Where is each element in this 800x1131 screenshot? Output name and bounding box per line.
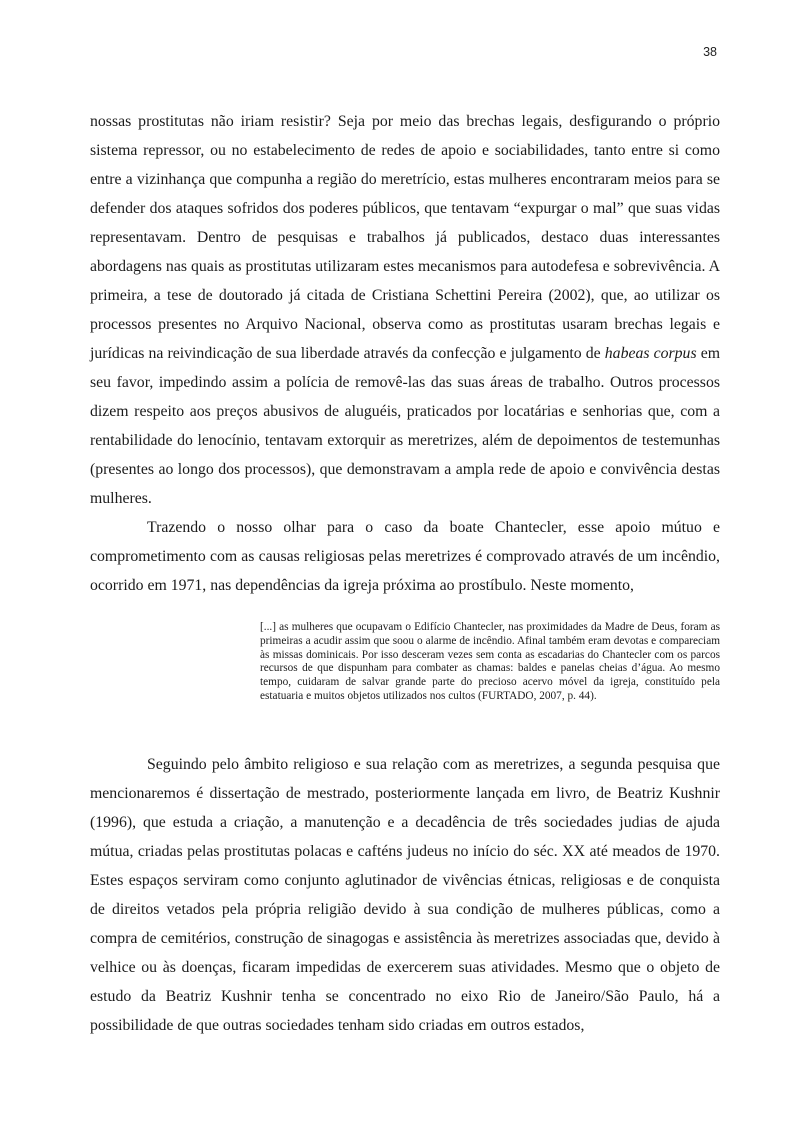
block-quotation: [...] as mulheres que ocupavam o Edifício Chantecler, nas proximidades da Madre de Deus, foram as primeiras a acudir assim que soou o alarme de incêndio. Afinal também eram devotas e compareciam às missas dominicais. Por isso desceram vezes sem conta as escadarias do Chantecler com os parcos recursos de que dispunham para combater as chamas: baldes e panelas cheias d’água. Ao mesmo tempo, cuidaram de salvar grande parte do precioso acervo móvel da igreja, constituído pela estatuaria e muitos objetos utilizados nos cultos (FURTADO, 2007, p. 44). (260, 621, 720, 702)
text-body (90, 107, 720, 1040)
habeas-corpus-italic: habeas corpus (604, 345, 697, 362)
page-number: 38 (703, 45, 717, 59)
paragraph-2: Trazendo o nosso olhar para o caso da boate Chantecler, esse apoio mútuo e comprometimento com as causas religiosas pelas meretrizes é comprovado através de um incêndio, ocorrido em 1971, nas dependências da igreja próxima ao prostíbulo. Neste momento, (90, 519, 720, 594)
paragraph-1 (90, 107, 720, 513)
paragraph-1-text-continued: em seu favor, impedindo assim a polícia de removê-las das suas áreas de trabalho. Outros processos dizem respeito aos preços abusivos de aluguéis, praticados por locatárias e senhorias que, com a rentabilidade do lenocínio, tentavam extorquir as meretrizes, além de depoimentos de testemunhas (presentes ao longo dos processos), que demonstravam a ampla rede de apoio e convivência destas mulheres. (90, 345, 720, 507)
paragraph-3: Seguindo pelo âmbito religioso e sua relação com as meretrizes, a segunda pesquisa que mencionaremos é dissertação de mestrado, posteriormente lançada em livro, de Beatriz Kushnir (1996), que estuda a criação, a manutenção e a decadência de três sociedades judias de ajuda mútua, criadas pelas prostitutas polacas e cafténs judeus no início do séc. XX até meados de 1970. Estes espaços serviram como conjunto aglutinador de vivências étnicas, religiosas e de conquista de direitos vetados pela própria religião devido à sua condição de mulheres públicas, como a compra de cemitérios, construção de sinagogas e assistência às meretrizes associadas que, devido à velhice ou às doenças, ficaram impedidas de exercerem suas atividades. Mesmo que o objeto de estudo da Beatriz Kushnir tenha se concentrado no eixo Rio de Janeiro/São Paulo, há a possibilidade de que outras sociedades tenham sido criadas em outros estados, (90, 755, 720, 1034)
paragraph-1-text: nossas prostitutas não iriam resistir? Seja por meio das brechas legais, desfigurando o próprio sistema repressor, ou no estabelecimento de redes de apoio e sociabilidades, tanto entre si como entre a vizinhança que compunha a região do meretrício, estas mulheres encontraram meios para se defender dos ataques sofridos dos poderes públicos, que tentavam “expurgar o mal” que suas vidas representavam. Dentro de pesquisas e trabalhos já publicados, destaco duas interessantes abordagens nas quais as prostitutas utilizaram estes mecanismos para autodefesa e sobrevivência. A primeira, a tese de doutorado já citada de Cristiana Schettini Pereira (2002), que, ao utilizar os processos presentes no Arquivo Nacional, observa como as prostitutas usaram brechas legais e jurídicas na reivindicação de sua liberdade através da confecção e julgamento de (90, 113, 720, 362)
